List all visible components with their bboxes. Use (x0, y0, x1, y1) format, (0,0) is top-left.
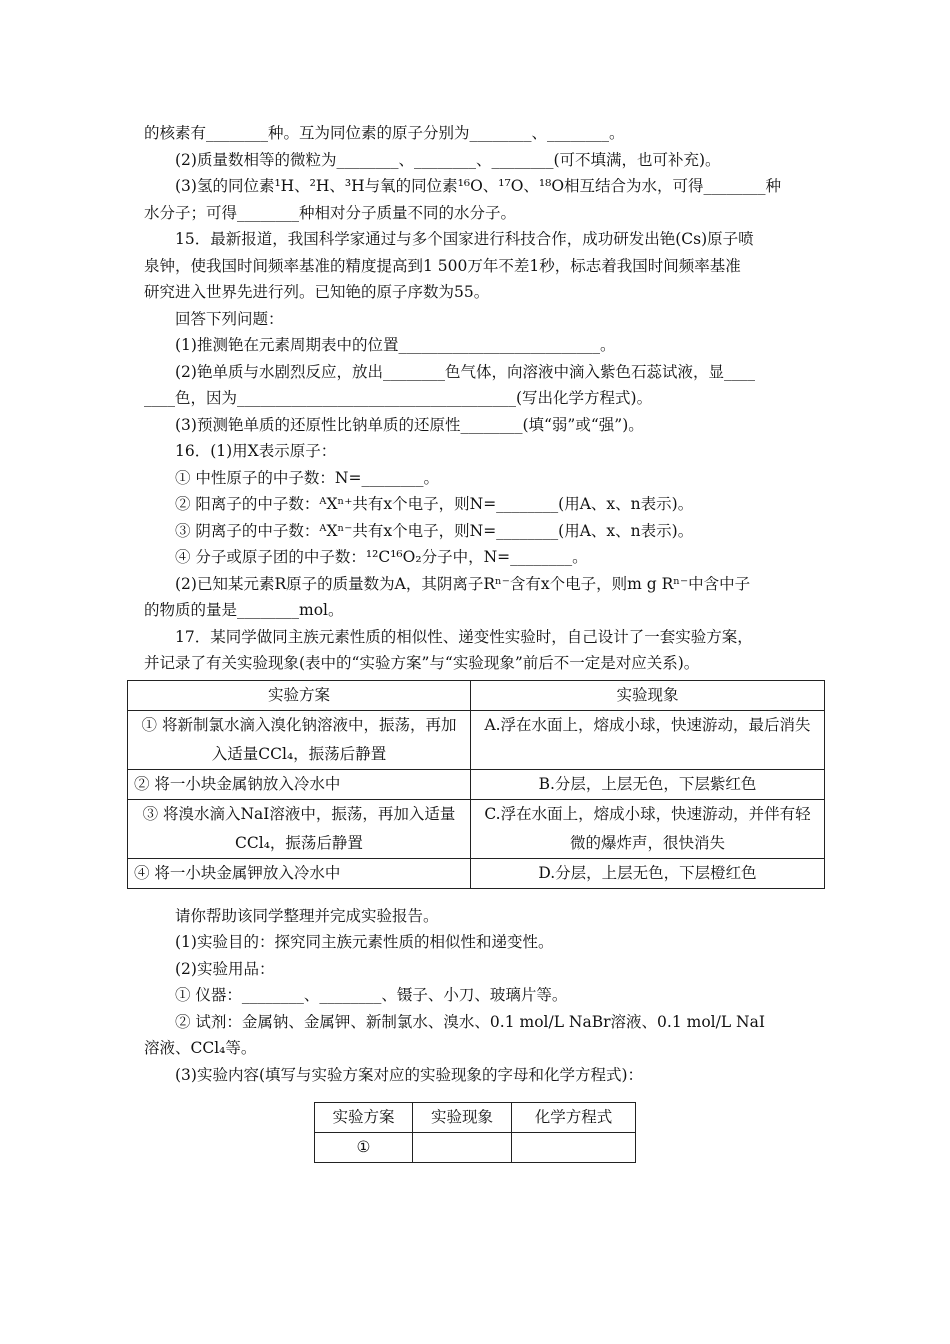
experiment-table (127, 680, 825, 889)
q15-line4: 回答下列问题： (175, 309, 284, 328)
q17-line7: ② 试剂：金属钠、金属钾、新制氯水、溴水、0.1 mol/L NaBr溶液、0.1 mol/L NaI (175, 1012, 765, 1031)
q14-line4: 水分子；可得________种相对分子质量不同的水分子。 (144, 203, 517, 222)
table-cell[interactable] (512, 1133, 636, 1163)
table-row (128, 799, 825, 858)
q17-line5: (2)实验用品： (175, 959, 275, 978)
q15-line6: (2)铯单质与水剧烈反应，放出________色气体，向溶液中滴入紫色石蕊试液，显____ (175, 362, 755, 381)
q15-line3: 研究进入世界先进行列。已知铯的原子序数为55。 (144, 283, 490, 301)
table-row (128, 858, 825, 888)
q14-line3: (3)氢的同位素¹H、²H、³H与氧的同位素¹⁶O、¹⁷O、¹⁸O相互结合为水，可得________种 (175, 177, 782, 195)
table-cell: C.浮在水面上，熔成小球，快速游动，并伴有轻微的爆炸声，很快消失 (471, 799, 825, 858)
table-header: 实验现象 (413, 1103, 512, 1133)
document-page (134, 120, 824, 1163)
table-cell: D.分层，上层无色，下层橙红色 (471, 858, 825, 888)
q15-line8: (3)预测铯单质的还原性比钠单质的还原性________(填“弱”或“强”)。 (175, 415, 644, 434)
q17-line1: 17．某同学做同主族元素性质的相似性、递变性实验时，自己设计了一套实验方案， (175, 627, 753, 646)
q15-line1: 15．最新报道，我国科学家通过与多个国家进行科技合作，成功研发出铯(Cs)原子喷 (175, 230, 754, 248)
q16-line4: ③ 阴离子的中子数：ᴬXⁿ⁻共有x个电子，则N=________(用A、x、n表示)。 (175, 521, 694, 540)
table-header-row (315, 1103, 636, 1133)
table-header-row (128, 680, 825, 710)
q15-line2: 泉钟，使我国时间频率基准的精度提高到1 500万年不差1秒，标志着我国时间频率基准 (144, 256, 741, 275)
q17-line4: (1)实验目的：探究同主族元素性质的相似性和递变性。 (175, 933, 554, 951)
table-row (315, 1133, 636, 1163)
q15-line5: (1)推测铯在元素周期表中的位置__________________________。 (175, 336, 616, 354)
table-cell: B.分层，上层无色，下层紫红色 (471, 769, 825, 799)
table-cell: ③ 将溴水滴入NaI溶液中，振荡，再加入适量CCl₄，振荡后静置 (128, 799, 471, 858)
table-cell[interactable] (413, 1133, 512, 1163)
q16-line3: ② 阳离子的中子数：ᴬXⁿ⁺共有x个电子，则N=________(用A、x、n表示)。 (175, 495, 694, 513)
table-row (128, 769, 825, 799)
table-cell: ② 将一小块金属钠放入冷水中 (128, 769, 471, 799)
report-table (314, 1102, 636, 1163)
table-cell: ④ 将一小块金属钾放入冷水中 (128, 858, 471, 888)
table-cell: A.浮在水面上，熔成小球，快速游动，最后消失 (471, 710, 825, 769)
q16-line2: ① 中性原子的中子数：N=________。 (175, 468, 439, 487)
table-header: 实验方案 (128, 680, 471, 710)
q16-line5: ④ 分子或原子团的中子数：¹²C¹⁶O₂分子中，N=________。 (175, 548, 588, 566)
q14-line1: 的核素有________种。互为同位素的原子分别为________、________。 (144, 124, 625, 142)
table-header: 化学方程式 (512, 1103, 636, 1133)
table-header: 实验方案 (315, 1103, 413, 1133)
q16-line7: 的物质的量是________mol。 (144, 601, 344, 619)
q17-line3: 请你帮助该同学整理并完成实验报告。 (175, 906, 439, 925)
table-cell: ① 将新制氯水滴入溴化钠溶液中，振荡，再加入适量CCl₄，振荡后静置 (128, 710, 471, 769)
q17-line8: 溶液、CCl₄等。 (144, 1039, 257, 1057)
table-cell: ① (315, 1133, 413, 1163)
q17-line2: 并记录了有关实验现象(表中的“实验方案”与“实验现象”前后不一定是对应关系)。 (144, 654, 700, 672)
q16-line6: (2)已知某元素R原子的质量数为A，其阴离子Rⁿ⁻含有x个电子，则m g Rⁿ⁻中含中子 (175, 574, 751, 593)
q16-line1: 16．(1)用X表示原子： (175, 442, 337, 460)
table-header: 实验现象 (471, 680, 825, 710)
q17-line6: ① 仪器：________、________、镊子、小刀、玻璃片等。 (175, 986, 568, 1004)
table-row (128, 710, 825, 769)
q17-line9: (3)实验内容(填写与实验方案对应的实验现象的字母和化学方程式)： (175, 1065, 644, 1084)
q14-line2: (2)质量数相等的微粒为________、________、________(可不填满，也可补充)。 (175, 150, 721, 169)
q15-line7: ____色，因为____________________________________(写出化学方程式)。 (144, 389, 653, 407)
